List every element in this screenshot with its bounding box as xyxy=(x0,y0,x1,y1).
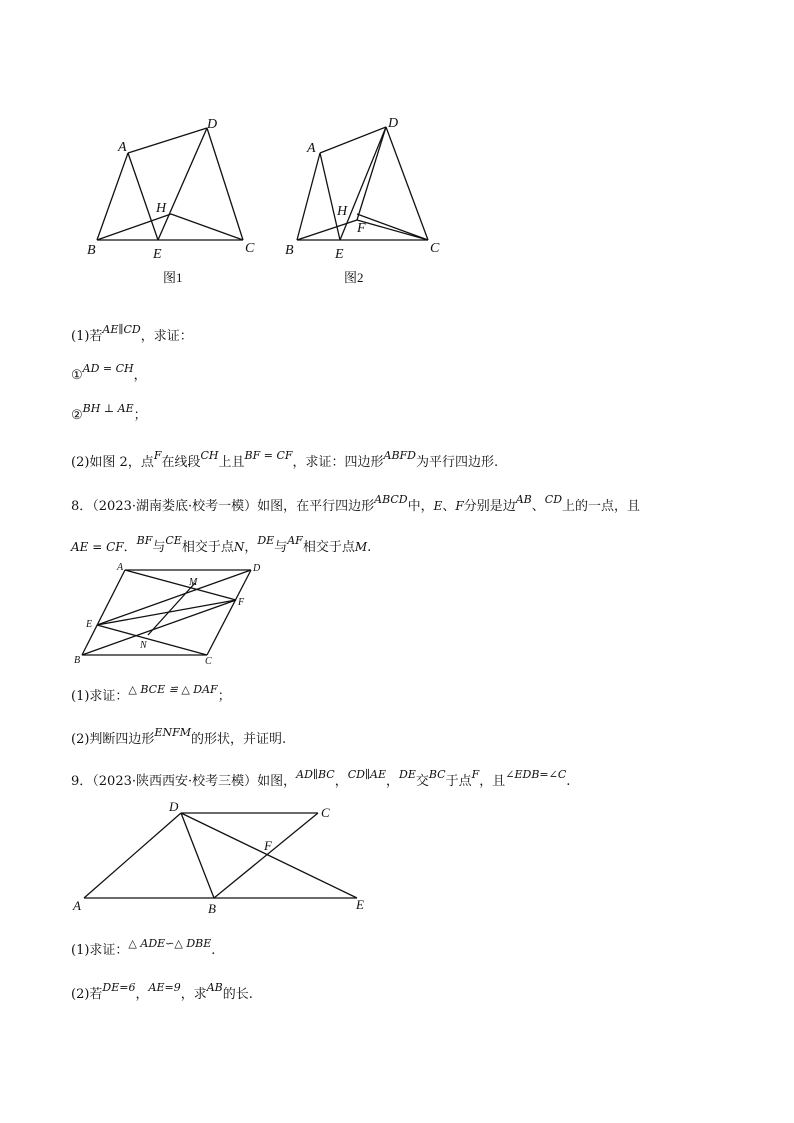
q7-part1-ii: ②$^{BH \perp AE}$； xyxy=(71,402,147,423)
fig1-caption: 图1 xyxy=(163,270,183,285)
q8-label-c: C xyxy=(205,656,212,667)
q8-label-d: D xyxy=(253,563,261,574)
fig2-label-a: A xyxy=(307,141,316,156)
q8-label-b: B xyxy=(74,655,81,666)
q8-stem-line2: AE = CF．$^{BF}$与$^{CE}$相交于点N，$^{DE}$与$^{AF}$相交于点M. xyxy=(71,534,372,555)
fig1-label-e: E xyxy=(153,247,162,262)
fig2-caption: 图2 xyxy=(344,270,364,285)
figure-1 xyxy=(0,0,794,300)
q8-part1: (1)求证：$^{\triangle BCE ≌ \triangle DAF}$； xyxy=(71,683,231,704)
q9-label-a: A xyxy=(73,898,81,913)
q9-label-c: C xyxy=(321,805,330,820)
fig2-label-b: B xyxy=(285,243,294,258)
q9-label-d: D xyxy=(169,799,179,814)
fig2-label-d: D xyxy=(388,116,399,131)
fig1-label-h: H xyxy=(156,201,167,216)
fig1-label-a: A xyxy=(118,140,127,155)
q7-part1-i: ①$^{AD = CH}$， xyxy=(71,362,147,383)
q9-figure xyxy=(0,795,794,925)
q8-label-a: A xyxy=(117,562,124,573)
q8-label-n: N xyxy=(140,640,147,651)
fig1-label-d: D xyxy=(207,117,218,132)
q9-stem: 9．（2023·陕西西安·校考三模）如图，$^{AD\parallel BC}$，$^{CD\parallel AE}$，$^{DE}$交$^{BC}$于点$^F$，且$^{\angle EDB=\angle C}$. xyxy=(71,768,571,789)
fig1-label-b: B xyxy=(87,243,96,258)
q9-label-f: F xyxy=(264,838,272,853)
q9-part1: (1)求证：$^{\triangle ADE∽\triangle DBE}$. xyxy=(71,937,216,958)
q8-stem-line1: 8．（2023·湖南娄底·校考一模）如图，在平行四边形$^{ABCD}$中，E、F分别是边$^{AB}$、$^{CD}$上的一点，且 xyxy=(71,493,641,514)
q8-label-m: M xyxy=(189,577,198,588)
q8-label-e: E xyxy=(86,619,93,630)
fig2-label-f: F xyxy=(357,221,366,236)
q8-label-f: F xyxy=(238,597,245,608)
q9-label-e: E xyxy=(356,897,364,912)
q8-part2: (2)判断四边形$^{ENFM}$的形状，并证明. xyxy=(71,726,287,747)
fig2-label-c: C xyxy=(430,241,440,256)
q7-part2: (2)如图 2，点$^F$在线段$^{CH}$上且$^{BF = CF}$，求证：四边形$^{ABFD}$为平行四边形. xyxy=(71,449,499,470)
q8-figure xyxy=(0,555,794,670)
q8-figure-lines xyxy=(82,570,251,655)
fig2-label-h: H xyxy=(337,204,348,219)
fig2-label-e: E xyxy=(335,247,344,262)
q9-figure-lines xyxy=(84,813,357,898)
q9-label-b: B xyxy=(208,901,216,916)
fig1-label-c: C xyxy=(245,241,255,256)
q7-part1: (1)若$^{AE\parallel CD}$，求证： xyxy=(71,323,193,344)
q9-part2: (2)若$^{DE=6}$，$^{AE=9}$，求$^{AB}$的长. xyxy=(71,981,253,1002)
